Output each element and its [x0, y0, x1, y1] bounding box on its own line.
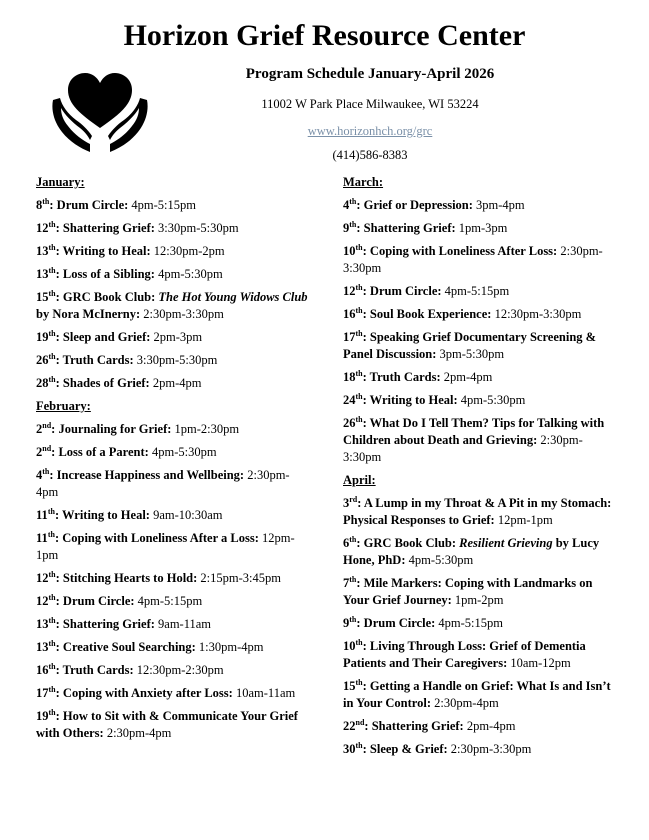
event-day: 8	[36, 198, 43, 212]
event-time: 4pm-5:30pm	[405, 553, 474, 567]
schedule-column-right	[343, 174, 615, 764]
event-day-suffix: th	[355, 305, 363, 315]
event-title: : Shattering Grief:	[55, 617, 155, 631]
schedule-event	[36, 570, 308, 587]
event-title: : Shades of Grief:	[55, 376, 150, 390]
event-day-suffix: th	[48, 242, 56, 252]
schedule-event	[343, 283, 615, 300]
event-day-suffix: th	[355, 328, 363, 338]
schedule-event	[36, 708, 308, 742]
event-time: 2:30pm-4pm	[36, 468, 290, 499]
event-day-suffix: th	[355, 368, 363, 378]
schedule-event	[343, 392, 615, 409]
schedule-event	[36, 616, 308, 633]
event-day-suffix: th	[48, 707, 56, 717]
event-day-suffix: th	[47, 506, 55, 516]
page-title: Horizon Grief Resource Center	[123, 19, 526, 52]
event-title: : Getting a Handle on Grief: What Is and Isn’t in Your Control:	[343, 679, 611, 710]
event-title: : Coping with Loneliness After Loss:	[362, 244, 558, 258]
schedule-event	[36, 593, 308, 610]
event-day-suffix: th	[42, 466, 50, 476]
event-day: 24	[343, 393, 356, 407]
event-title: : Writing to Heal:	[55, 244, 151, 258]
event-title: : Drum Circle:	[362, 284, 442, 298]
event-time: 3pm-4pm	[472, 198, 525, 212]
heart-in-hands-icon	[50, 70, 150, 156]
event-day-suffix: th	[48, 615, 56, 625]
event-time: 3:30pm-5:30pm	[154, 221, 239, 235]
month-heading: February:	[36, 399, 91, 413]
event-day: 15	[36, 290, 49, 304]
event-day-suffix: th	[48, 328, 56, 338]
event-title: : Drum Circle:	[49, 198, 129, 212]
schedule-event	[36, 444, 308, 461]
event-day: 12	[36, 571, 49, 585]
event-time: 2pm-4pm	[440, 370, 493, 384]
event-day-suffix: nd	[355, 717, 365, 727]
event-title: : Journaling for Grief:	[51, 422, 172, 436]
schedule-event	[343, 615, 615, 632]
schedule-event	[343, 220, 615, 237]
event-day: 11	[36, 531, 48, 545]
event-day-suffix: th	[48, 569, 56, 579]
event-time: 12:30pm-3:30pm	[491, 307, 582, 321]
event-title: : Coping with Anxiety after Loss:	[55, 686, 233, 700]
event-time: 2:15pm-3:45pm	[197, 571, 281, 585]
event-time: 1pm-2:30pm	[171, 422, 240, 436]
program-schedule-subtitle: Program Schedule January-April 2026	[245, 66, 495, 82]
event-time: 10am-11am	[232, 686, 296, 700]
event-day-suffix: nd	[42, 420, 52, 430]
event-time: 12:30pm-2pm	[150, 244, 225, 258]
event-day-suffix: th	[48, 638, 56, 648]
event-day-suffix: th	[48, 592, 56, 602]
schedule-event	[36, 530, 308, 564]
event-title: : GRC Book Club:	[356, 536, 460, 550]
schedule-event	[343, 638, 615, 672]
event-day-suffix: th	[349, 614, 357, 624]
schedule-event	[36, 662, 308, 679]
event-day: 12	[36, 594, 49, 608]
schedule-event	[343, 535, 615, 569]
event-day-suffix: th	[355, 637, 363, 647]
event-day: 9	[343, 221, 350, 235]
event-title: : Grief or Depression:	[356, 198, 473, 212]
event-time: 1pm-3pm	[455, 221, 508, 235]
event-title: : Shattering Grief:	[356, 221, 456, 235]
schedule-event	[343, 575, 615, 609]
event-day: 16	[343, 307, 356, 321]
schedule-event	[343, 243, 615, 277]
event-day-suffix: th	[48, 351, 56, 361]
event-day: 18	[343, 370, 356, 384]
heart-shape	[68, 73, 132, 128]
event-time: 2pm-3pm	[150, 330, 203, 344]
event-time: 2:30pm-3:30pm	[447, 742, 532, 756]
event-title: : A Lump in my Throat & A Pit in my Stomach: Physical Responses to Grief:	[343, 496, 612, 527]
schedule-event	[36, 639, 308, 656]
event-day: 13	[36, 244, 49, 258]
event-day-suffix: th	[48, 219, 56, 229]
event-title: : Writing to Heal:	[362, 393, 458, 407]
event-time: 4pm-5:30pm	[154, 267, 223, 281]
event-time: 3pm-5:30pm	[436, 347, 505, 361]
schedule-event	[36, 289, 308, 323]
event-title: : Shattering Grief:	[364, 719, 464, 733]
event-day: 17	[343, 330, 356, 344]
schedule-event	[343, 197, 615, 214]
event-title: : GRC Book Club:	[55, 290, 159, 304]
event-day: 2	[36, 422, 43, 436]
event-day: 15	[343, 679, 356, 693]
schedule-event	[36, 685, 308, 702]
event-title: : Living Through Loss: Grief of Dementia Patients and Their Caregivers:	[343, 639, 586, 670]
schedule-column-left	[36, 174, 308, 748]
event-day-suffix: th	[48, 288, 56, 298]
month-heading: March:	[343, 175, 384, 189]
event-day-suffix: th	[48, 265, 56, 275]
schedule-event	[343, 741, 615, 758]
schedule-event	[36, 220, 308, 237]
event-title: : Sleep and Grief:	[55, 330, 151, 344]
event-day-suffix: rd	[349, 494, 358, 504]
schedule-event	[36, 375, 308, 392]
event-day-suffix: th	[349, 574, 357, 584]
event-day: 4	[343, 198, 350, 212]
event-title: : Truth Cards:	[55, 353, 134, 367]
phone-number: (414)586-8383	[332, 148, 408, 162]
event-day-suffix: th	[355, 242, 363, 252]
event-time: 2pm-4pm	[149, 376, 202, 390]
event-day: 22	[343, 719, 356, 733]
event-day-suffix: th	[48, 374, 56, 384]
event-day: 13	[36, 617, 49, 631]
event-day: 10	[343, 639, 356, 653]
event-title: by Nora McInerny:	[36, 307, 141, 321]
event-time: 1:30pm-4pm	[195, 640, 264, 654]
event-title: : Speaking Grief Documentary Screening & Panel Discussion:	[343, 330, 597, 361]
schedule-event	[36, 197, 308, 214]
schedule-event	[36, 266, 308, 283]
event-book-title: Resilient Grieving	[459, 536, 553, 550]
event-book-title: The Hot Young Widows Club	[158, 290, 308, 304]
month-heading: April:	[343, 473, 376, 487]
event-day: 30	[343, 742, 356, 756]
event-time: 2:30pm-4pm	[103, 726, 172, 740]
event-time: 12pm-1pm	[36, 531, 295, 562]
event-day-suffix: th	[48, 661, 56, 671]
event-time: 12pm-1pm	[494, 513, 553, 527]
event-day-suffix: nd	[42, 443, 52, 453]
schedule-event	[36, 243, 308, 260]
event-title: : Drum Circle:	[55, 594, 135, 608]
event-day: 7	[343, 576, 350, 590]
event-day-suffix: th	[42, 196, 50, 206]
event-day: 2	[36, 445, 43, 459]
event-time: 2:30pm-3:30pm	[343, 244, 603, 275]
schedule-event	[343, 718, 615, 735]
event-title: : Increase Happiness and Wellbeing:	[49, 468, 245, 482]
event-time: 2:30pm-3:30pm	[343, 433, 583, 464]
event-title: : Stitching Hearts to Hold:	[55, 571, 198, 585]
event-day: 13	[36, 267, 49, 281]
event-day: 19	[36, 709, 49, 723]
event-day: 26	[343, 416, 356, 430]
event-time: 4pm-5:30pm	[148, 445, 217, 459]
event-title: : How to Sit with & Communicate Your Grief with Others:	[36, 709, 298, 740]
event-day: 19	[36, 330, 49, 344]
event-time: 3:30pm-5:30pm	[133, 353, 218, 367]
event-day: 13	[36, 640, 49, 654]
event-day-suffix: th	[355, 740, 363, 750]
event-time: 4pm-5:15pm	[441, 284, 510, 298]
event-title: : Truth Cards:	[362, 370, 441, 384]
schedule-event	[343, 329, 615, 363]
schedule-event	[343, 306, 615, 323]
event-time: 4pm-5:15pm	[128, 198, 196, 212]
schedule-event	[36, 421, 308, 438]
event-day-suffix: th	[349, 196, 357, 206]
schedule-event	[343, 415, 615, 466]
event-title: : Loss of a Sibling:	[55, 267, 155, 281]
event-time: 12:30pm-2:30pm	[133, 663, 224, 677]
event-day: 26	[36, 353, 49, 367]
event-time: 10am-12pm	[507, 656, 571, 670]
event-title: by Lucy Hone, PhD:	[343, 536, 600, 567]
event-day-suffix: th	[355, 414, 363, 424]
event-day-suffix: th	[355, 391, 363, 401]
event-title: : Loss of a Parent:	[51, 445, 149, 459]
event-day: 28	[36, 376, 49, 390]
event-day: 12	[36, 221, 49, 235]
schedule-event	[36, 329, 308, 346]
month-heading: January:	[36, 175, 85, 189]
event-title: : Mile Markers: Coping with Landmarks on Your Grief Journey:	[343, 576, 593, 607]
event-day: 11	[36, 508, 48, 522]
event-day: 16	[36, 663, 49, 677]
event-time: 4pm-5:15pm	[134, 594, 203, 608]
event-title: : What Do I Tell Them? Tips for Talking with Children about Death and Grieving:	[343, 416, 605, 447]
event-day-suffix: th	[349, 219, 357, 229]
event-day: 17	[36, 686, 49, 700]
event-title: : Sleep & Grief:	[362, 742, 448, 756]
event-title: : Shattering Grief:	[55, 221, 155, 235]
event-day: 4	[36, 468, 43, 482]
event-day: 3	[343, 496, 350, 510]
event-time: 9am-10:30am	[149, 508, 223, 522]
event-time: 4pm-5:30pm	[457, 393, 526, 407]
event-day-suffix: th	[355, 282, 363, 292]
event-day: 12	[343, 284, 356, 298]
event-day-suffix: th	[47, 529, 55, 539]
event-time: 2:30pm-4pm	[430, 696, 499, 710]
event-day: 10	[343, 244, 356, 258]
website-link[interactable]: www.horizonhch.org/grc	[307, 124, 433, 138]
event-title: : Creative Soul Searching:	[55, 640, 196, 654]
schedule-event	[343, 495, 615, 529]
event-time: 9am-11am	[154, 617, 212, 631]
event-day-suffix: th	[48, 684, 56, 694]
event-day: 6	[343, 536, 350, 550]
event-day-suffix: th	[355, 677, 363, 687]
event-time: 2pm-4pm	[463, 719, 516, 733]
event-day-suffix: th	[349, 534, 357, 544]
event-title: : Drum Circle:	[356, 616, 436, 630]
event-time: 2:30pm-3:30pm	[140, 307, 224, 321]
event-title: : Soul Book Experience:	[362, 307, 492, 321]
schedule-event	[343, 678, 615, 712]
schedule-event	[36, 507, 308, 524]
event-title: : Coping with Loneliness After a Loss:	[54, 531, 259, 545]
schedule-event	[343, 369, 615, 386]
schedule-event	[36, 352, 308, 369]
event-time: 1pm-2pm	[451, 593, 504, 607]
event-day: 9	[343, 616, 350, 630]
event-title: : Writing to Heal:	[54, 508, 150, 522]
schedule-event	[36, 467, 308, 501]
address: 11002 W Park Place Milwaukee, WI 53224	[261, 97, 479, 111]
event-time: 4pm-5:15pm	[435, 616, 503, 630]
event-title: : Truth Cards:	[55, 663, 134, 677]
